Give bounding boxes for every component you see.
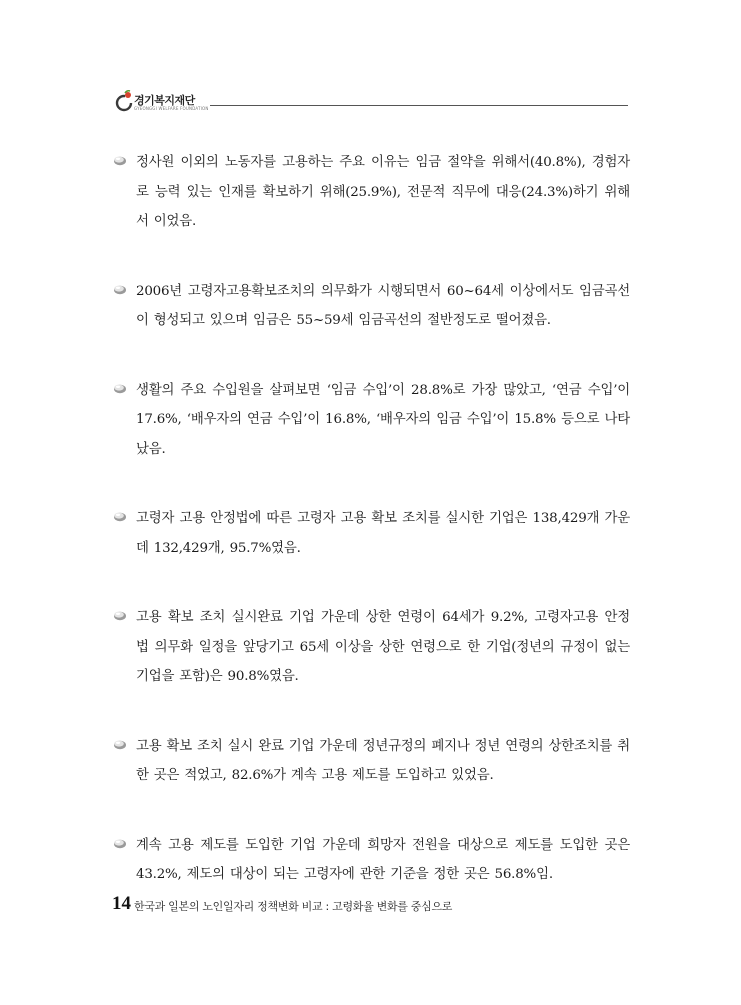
list-item [110, 148, 630, 237]
list-item [110, 277, 630, 336]
list-item [110, 504, 630, 563]
bullet-icon [112, 283, 128, 295]
page-header [110, 88, 628, 118]
list-item-text: 2006년 고령자고용확보조치의 의무화가 시행되면서 60~64세 이상에서도 임금곡선이 형성되고 있으며 임금은 55~59세 임금곡선의 절반정도로 떨어졌음. [136, 283, 630, 328]
page-footer [112, 893, 632, 917]
list-item-text: 고령자 고용 안정법에 따른 고령자 고용 확보 조치를 실시한 기업은 138,429개 가운데 132,429개, 95.7%였음. [136, 511, 630, 556]
list-item [110, 603, 630, 692]
list-item [110, 732, 630, 791]
bullet-icon [112, 154, 128, 166]
list-item-text: 계속 고용 제도를 도입한 기업 가운데 희망자 전원을 대상으로 제도를 도입한 곳은 43.2%, 제도의 대상이 되는 고령자에 관한 기준을 정한 곳은 56.8%임. [136, 837, 630, 882]
bullet-icon [112, 837, 128, 849]
list-item-text: 고용 확보 조치 실시완료 기업 가운데 상한 연령이 64세가 9.2%, 고령자고용 안정 법 의무화 일정을 앞당기고 65세 이상을 상한 연령으로 한 기업(정년의 규정이 없는 기업을 포함)은 90.8%였음. [136, 610, 630, 684]
bullet-icon [112, 738, 128, 750]
logo-subtitle: GYEONGGI WELFARE FOUNDATION [134, 106, 209, 111]
bullet-list [110, 148, 630, 930]
header-divider [210, 105, 628, 106]
list-item-text: 고용 확보 조치 실시 완료 기업 가운데 정년규정의 폐지나 정년 연령의 상한조치를 취한 곳은 적었고, 82.6%가 계속 고용 제도를 도입하고 있었음. [136, 738, 630, 783]
bullet-icon [112, 382, 128, 394]
logo-name: 경기복지재단 [134, 94, 195, 107]
foundation-logo-icon [114, 90, 134, 112]
list-item [110, 376, 630, 465]
bullet-icon [112, 510, 128, 522]
list-item-text: 정사원 이외의 노동자를 고용하는 주요 이유는 임금 절약을 위해서(40.8%), 경험자로 능력 있는 인재를 확보하기 위해(25.9%), 전문적 직무에 대응(24.3%)하기 위해서 이었음. [136, 155, 630, 229]
page-number: 14 [112, 893, 131, 914]
foundation-logo [110, 88, 220, 118]
running-title: 한국과 일본의 노인일자리 정책변화 비교 : 고령화율 변화를 중심으로 [134, 900, 453, 913]
list-item [110, 831, 630, 890]
bullet-icon [112, 609, 128, 621]
list-item-text: 생활의 주요 수입원을 살펴보면 ‘임금 수입’이 28.8%로 가장 많았고, ‘연금 수입’이 17.6%, ‘배우자의 연금 수입’이 16.8%, ‘배우자의 임금 수입’이 15.8% 등으로 나타났음. [136, 382, 630, 457]
